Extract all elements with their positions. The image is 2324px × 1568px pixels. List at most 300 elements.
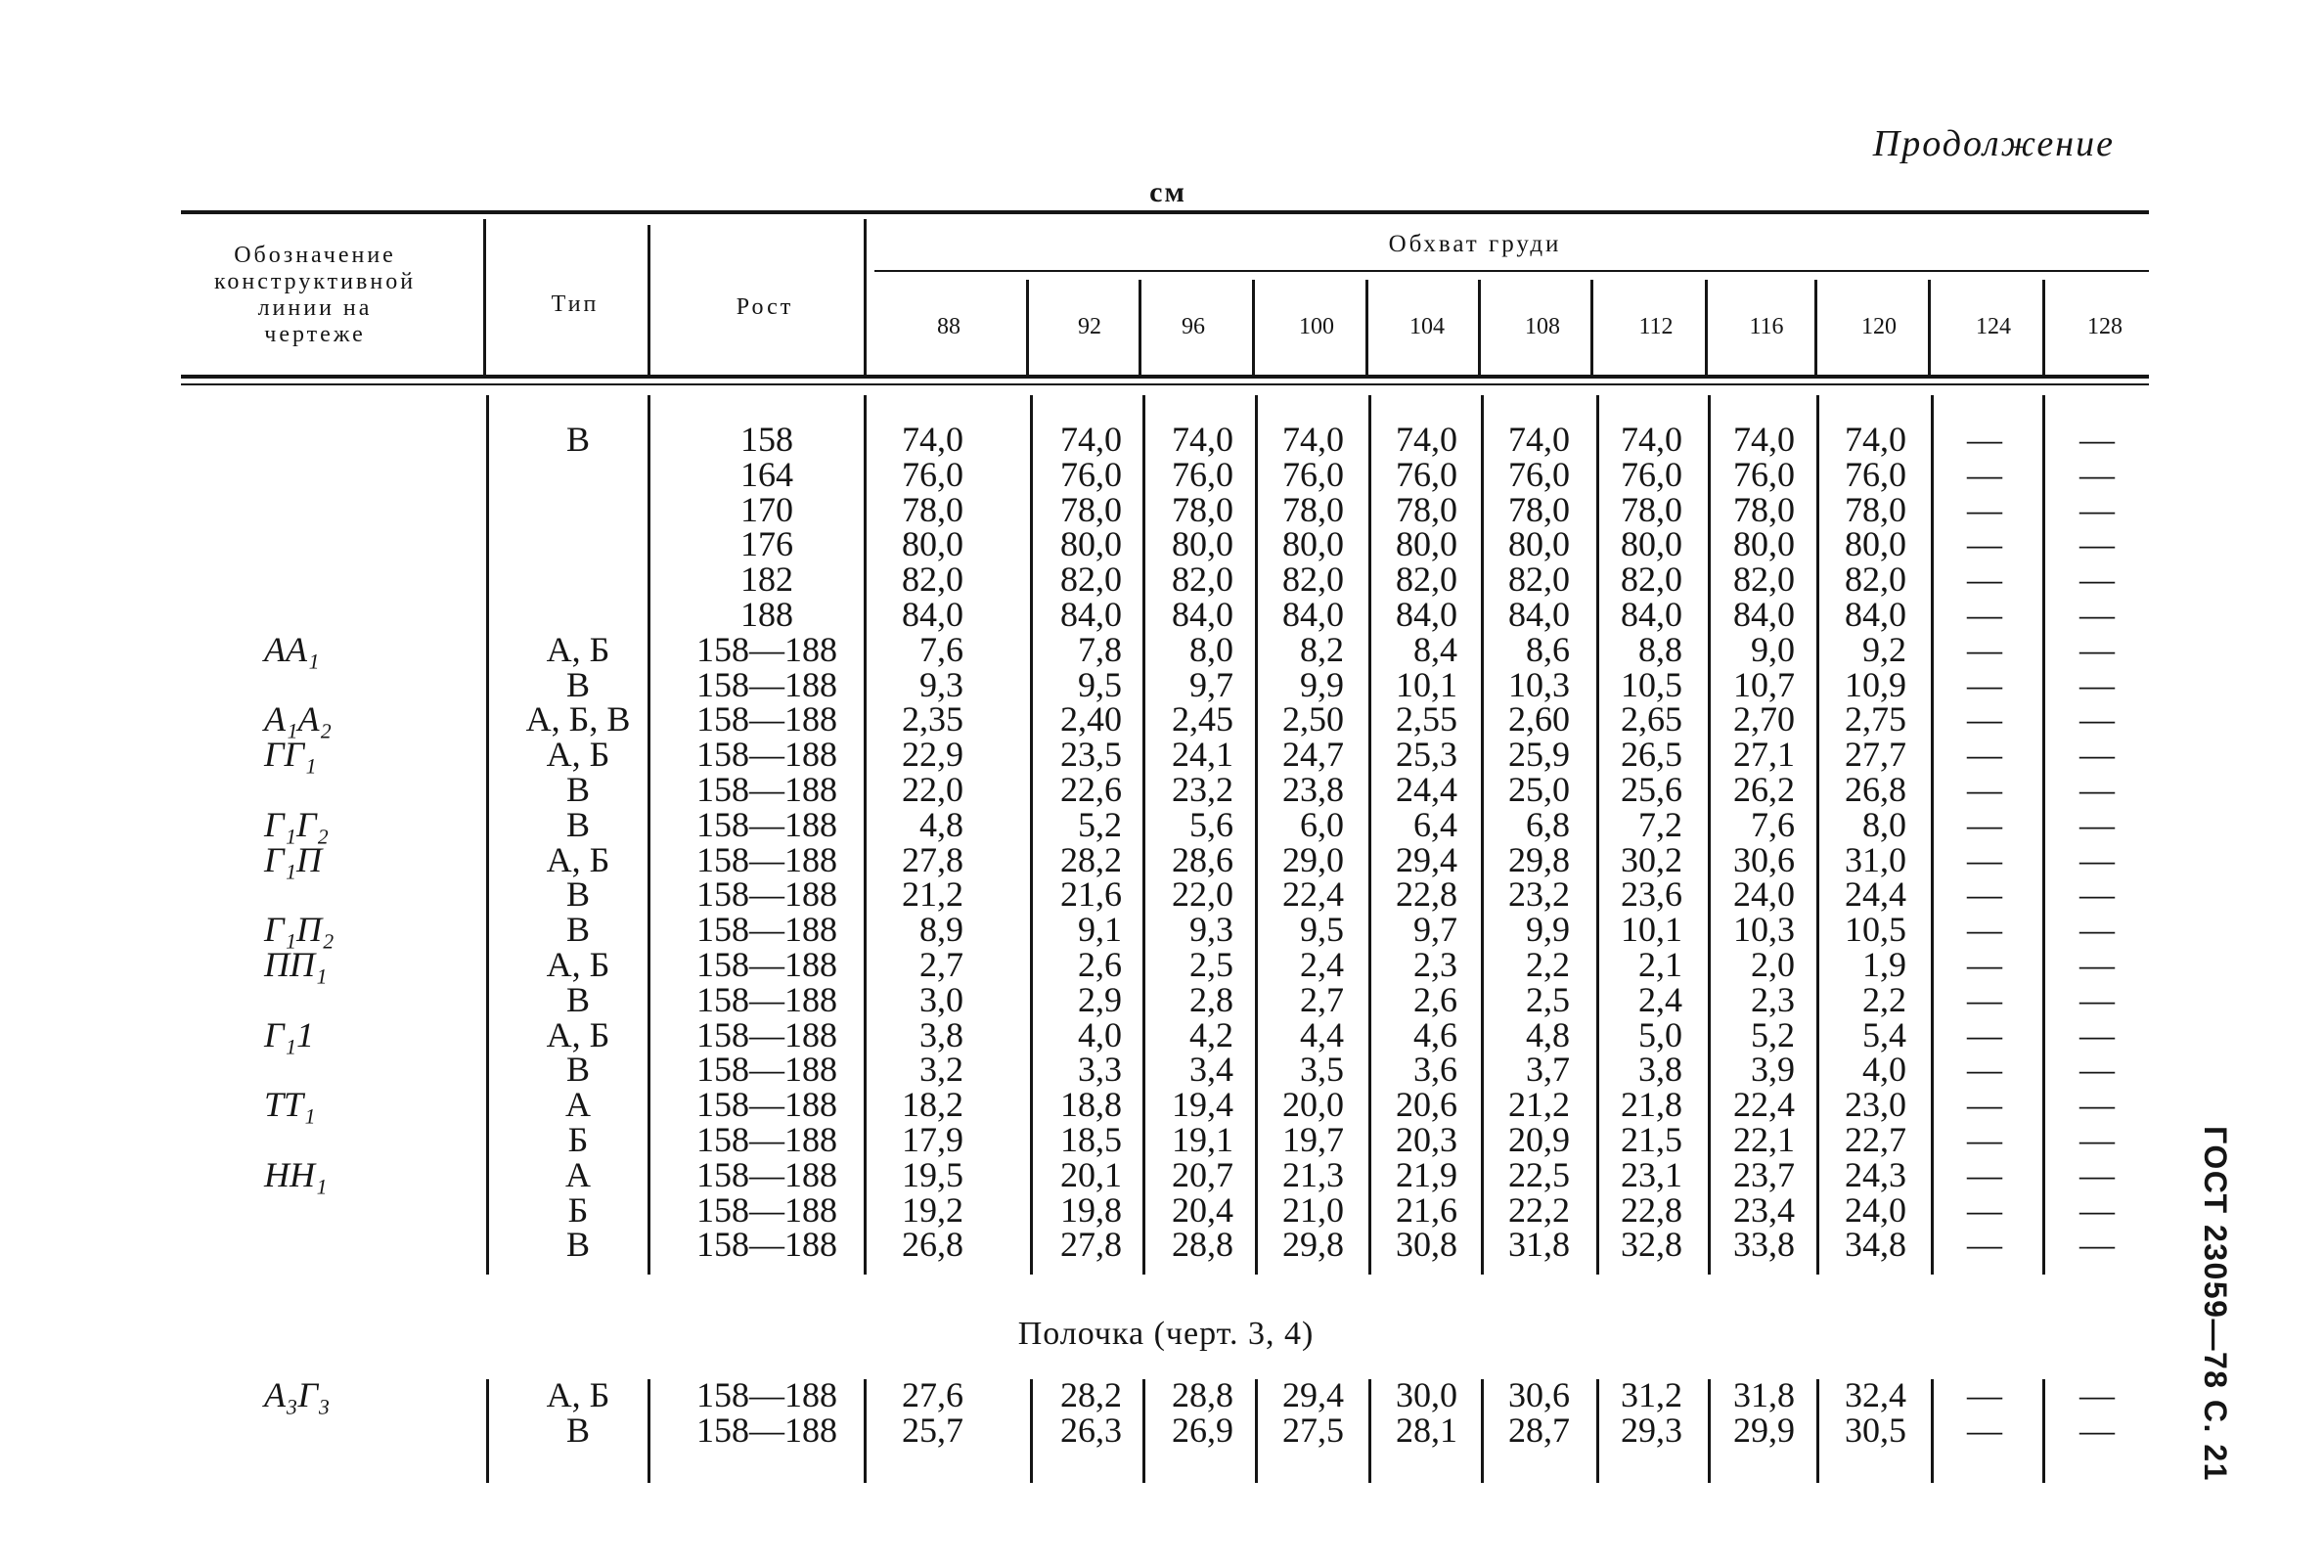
height-cell: 158—188: [696, 629, 837, 669]
height-cell: 158—188: [696, 1225, 837, 1265]
chest-size-116: 116: [1749, 314, 1784, 339]
table-row: [0, 1014, 2324, 1054]
line-designation: ГГ₁: [264, 735, 317, 775]
table-row: [0, 874, 2324, 915]
value-cell-112: 76,0: [1621, 454, 1682, 494]
value-cell-100: 6,0: [1300, 804, 1344, 844]
value-cell-100: 19,7: [1282, 1120, 1344, 1159]
value-cell-100: 29,4: [1282, 1375, 1344, 1414]
header-column-rule: [1928, 280, 1931, 375]
value-cell-108: 22,5: [1508, 1154, 1570, 1194]
value-cell-92: 18,5: [1060, 1120, 1122, 1159]
value-cell-92: 23,5: [1060, 735, 1122, 775]
value-cell-88: 80,0: [902, 524, 963, 564]
value-cell-116: 29,9: [1733, 1411, 1795, 1450]
value-cell-108: 2,5: [1526, 979, 1570, 1019]
value-cell-124: —: [1967, 1050, 2002, 1090]
height-cell: 158—188: [696, 945, 837, 984]
header-column-rule: [1252, 280, 1255, 375]
value-cell-128: —: [2079, 1085, 2115, 1125]
value-cell-104: 21,6: [1396, 1189, 1457, 1230]
designation-header-line: чертеже: [264, 322, 366, 347]
value-cell-116: 3,9: [1751, 1050, 1795, 1090]
height-cell: 158—188: [696, 804, 837, 844]
value-cell-128: —: [2079, 1120, 2115, 1159]
body-column-rule: [1481, 395, 1484, 1275]
body-column-rule: [486, 395, 489, 1275]
value-cell-108: 25,0: [1508, 770, 1570, 809]
value-cell-100: 82,0: [1282, 560, 1344, 600]
value-cell-92: 21,6: [1060, 874, 1122, 915]
value-cell-128: —: [2079, 735, 2115, 775]
height-cell: 158—188: [696, 1189, 837, 1230]
type-cell: А, Б: [546, 629, 610, 669]
chest-size-128: 128: [2087, 314, 2123, 339]
body-column-rule: [1816, 395, 1819, 1275]
header-column-rule: [1814, 280, 1817, 375]
value-cell-112: 26,5: [1621, 735, 1682, 775]
value-cell-120: 26,8: [1845, 770, 1906, 809]
value-cell-112: 25,6: [1621, 770, 1682, 809]
value-cell-112: 3,8: [1638, 1050, 1682, 1090]
value-cell-120: 10,5: [1845, 910, 1906, 950]
header-column-rule: [1705, 280, 1708, 375]
value-cell-96: 76,0: [1172, 454, 1233, 494]
height-cell: 158—188: [696, 1085, 837, 1125]
value-cell-112: 5,0: [1638, 1014, 1682, 1054]
value-cell-88: 27,8: [902, 839, 963, 879]
value-cell-112: 8,8: [1638, 629, 1682, 669]
value-cell-92: 18,8: [1060, 1085, 1122, 1125]
value-cell-92: 9,1: [1078, 910, 1122, 950]
value-cell-124: —: [1967, 1411, 2002, 1450]
side-page-label: ГОСТ 23059—78 С. 21: [2198, 1126, 2233, 1482]
value-cell-124: —: [1967, 910, 2002, 950]
value-cell-112: 74,0: [1621, 420, 1682, 459]
designation-header-line: конструктивной: [213, 269, 417, 294]
value-cell-92: 22,6: [1060, 770, 1122, 809]
value-cell-112: 2,1: [1638, 945, 1682, 984]
value-cell-88: 84,0: [902, 595, 963, 634]
value-cell-108: 2,2: [1526, 945, 1570, 984]
section-column-rule: [1030, 1379, 1033, 1483]
header-column-rule: [648, 225, 650, 375]
value-cell-120: 78,0: [1845, 489, 1906, 529]
type-cell: А, Б: [546, 735, 610, 775]
value-cell-96: 80,0: [1172, 524, 1233, 564]
unit-label: см: [1149, 176, 1186, 208]
value-cell-100: 9,9: [1300, 664, 1344, 704]
value-cell-100: 78,0: [1282, 489, 1344, 529]
line-designation: Г₁П₂: [264, 910, 335, 950]
height-cell: 170: [740, 489, 793, 529]
value-cell-128: —: [2079, 664, 2115, 704]
value-cell-92: 74,0: [1060, 420, 1122, 459]
value-cell-92: 7,8: [1078, 629, 1122, 669]
value-cell-124: —: [1967, 595, 2002, 634]
value-cell-120: 23,0: [1845, 1085, 1906, 1125]
value-cell-104: 10,1: [1396, 664, 1457, 704]
section-column-rule: [1481, 1379, 1484, 1483]
value-cell-88: 19,2: [902, 1189, 963, 1230]
value-cell-112: 31,2: [1621, 1375, 1682, 1414]
value-cell-100: 74,0: [1282, 420, 1344, 459]
value-cell-96: 2,8: [1189, 979, 1233, 1019]
value-cell-96: 78,0: [1172, 489, 1233, 529]
value-cell-108: 8,6: [1526, 629, 1570, 669]
value-cell-120: 74,0: [1845, 420, 1906, 459]
value-cell-100: 2,7: [1300, 979, 1344, 1019]
line-designation: НН₁: [264, 1154, 328, 1194]
line-designation: А₃Г₃: [264, 1375, 331, 1414]
type-cell: А, Б: [546, 1014, 610, 1054]
value-cell-100: 20,0: [1282, 1085, 1344, 1125]
value-cell-96: 28,6: [1172, 839, 1233, 879]
value-cell-92: 20,1: [1060, 1154, 1122, 1194]
table-row: [0, 839, 2324, 879]
value-cell-96: 28,8: [1172, 1375, 1233, 1414]
table-row: [0, 947, 2324, 982]
value-cell-104: 82,0: [1396, 560, 1457, 600]
value-cell-120: 2,2: [1862, 979, 1906, 1019]
value-cell-88: 26,8: [902, 1225, 963, 1265]
table-row: [0, 979, 2324, 1019]
type-cell: Б: [567, 1120, 589, 1159]
value-cell-92: 2,6: [1078, 945, 1122, 984]
value-cell-104: 74,0: [1396, 420, 1457, 459]
value-cell-128: —: [2079, 1050, 2115, 1090]
table-row: [0, 489, 2324, 529]
height-cell: 164: [740, 454, 793, 494]
line-designation: Г₁1: [264, 1014, 314, 1054]
value-cell-116: 24,0: [1733, 874, 1795, 915]
value-cell-92: 82,0: [1060, 560, 1122, 600]
value-cell-92: 78,0: [1060, 489, 1122, 529]
value-cell-96: 9,7: [1189, 664, 1233, 704]
type-cell: А, Б: [546, 839, 610, 879]
value-cell-120: 10,9: [1845, 664, 1906, 704]
height-cell: 158—188: [696, 979, 837, 1019]
value-cell-108: 2,60: [1508, 699, 1570, 739]
section-column-rule: [1255, 1379, 1258, 1483]
value-cell-112: 10,1: [1621, 910, 1682, 950]
value-cell-92: 26,3: [1060, 1411, 1122, 1450]
value-cell-96: 20,4: [1172, 1189, 1233, 1230]
value-cell-120: 24,3: [1845, 1154, 1906, 1194]
section-column-rule: [864, 1379, 867, 1483]
value-cell-128: —: [2079, 945, 2115, 984]
value-cell-112: 78,0: [1621, 489, 1682, 529]
value-cell-112: 30,2: [1621, 839, 1682, 879]
chest-size-92: 92: [1078, 314, 1101, 339]
value-cell-120: 84,0: [1845, 595, 1906, 634]
chest-size-108: 108: [1525, 314, 1560, 339]
value-cell-116: 74,0: [1733, 420, 1795, 459]
value-cell-100: 76,0: [1282, 454, 1344, 494]
chest-size-96: 96: [1182, 314, 1205, 339]
line-designation: Г₁Г₂: [264, 804, 329, 844]
value-cell-88: 76,0: [902, 454, 963, 494]
type-cell: В: [565, 874, 590, 915]
type-cell: В: [565, 979, 590, 1019]
line-designation: АА₁: [264, 629, 320, 669]
value-cell-92: 2,40: [1060, 699, 1122, 739]
value-cell-104: 29,4: [1396, 839, 1457, 879]
line-designation: ТТ₁: [264, 1085, 316, 1125]
value-cell-112: 2,4: [1638, 979, 1682, 1019]
value-cell-116: 10,3: [1733, 910, 1795, 950]
type-cell: В: [565, 1225, 590, 1265]
body-column-rule: [648, 395, 650, 1275]
table-row: [0, 560, 2324, 600]
value-cell-104: 3,6: [1413, 1050, 1457, 1090]
value-cell-116: 80,0: [1733, 524, 1795, 564]
value-cell-120: 27,7: [1845, 735, 1906, 775]
value-cell-96: 22,0: [1172, 874, 1233, 915]
value-cell-112: 2,65: [1621, 699, 1682, 739]
value-cell-96: 74,0: [1172, 420, 1233, 459]
value-cell-112: 23,1: [1621, 1154, 1682, 1194]
value-cell-108: 84,0: [1508, 595, 1570, 634]
height-cell: 158—188: [696, 770, 837, 809]
table-row: [0, 1377, 2324, 1412]
value-cell-120: 2,75: [1845, 699, 1906, 739]
height-cell: 158—188: [696, 1375, 837, 1414]
value-cell-100: 21,3: [1282, 1154, 1344, 1194]
value-cell-128: —: [2079, 489, 2115, 529]
value-cell-124: —: [1967, 804, 2002, 844]
value-cell-120: 31,0: [1845, 839, 1906, 879]
value-cell-128: —: [2079, 454, 2115, 494]
header-column-rule: [1026, 280, 1029, 375]
value-cell-104: 78,0: [1396, 489, 1457, 529]
type-cell: А: [565, 1154, 591, 1194]
type-cell: В: [565, 420, 590, 459]
value-cell-92: 19,8: [1060, 1189, 1122, 1230]
value-cell-120: 8,0: [1862, 804, 1906, 844]
body-column-rule: [1030, 395, 1033, 1275]
height-cell: 158—188: [696, 1154, 837, 1194]
value-cell-116: 27,1: [1733, 735, 1795, 775]
value-cell-100: 3,5: [1300, 1050, 1344, 1090]
value-cell-128: —: [2079, 979, 2115, 1019]
value-cell-120: 32,4: [1845, 1375, 1906, 1414]
value-cell-104: 2,3: [1413, 945, 1457, 984]
value-cell-96: 84,0: [1172, 595, 1233, 634]
value-cell-128: —: [2079, 874, 2115, 915]
value-cell-100: 2,4: [1300, 945, 1344, 984]
value-cell-128: —: [2079, 839, 2115, 879]
value-cell-120: 4,0: [1862, 1050, 1906, 1090]
line-designation: ПП₁: [264, 945, 328, 984]
value-cell-104: 4,6: [1413, 1014, 1457, 1054]
value-cell-116: 7,6: [1751, 804, 1795, 844]
section-column-rule: [1931, 1379, 1934, 1483]
value-cell-124: —: [1967, 454, 2002, 494]
value-cell-124: —: [1967, 1154, 2002, 1194]
value-cell-124: —: [1967, 1189, 2002, 1230]
type-cell: Б: [567, 1189, 589, 1230]
value-cell-96: 4,2: [1189, 1014, 1233, 1054]
value-cell-120: 9,2: [1862, 629, 1906, 669]
header-column-rule: [1365, 280, 1368, 375]
value-cell-108: 22,2: [1508, 1189, 1570, 1230]
height-cell: 158—188: [696, 735, 837, 775]
height-cell: 158—188: [696, 699, 837, 739]
value-cell-128: —: [2079, 524, 2115, 564]
value-cell-104: 84,0: [1396, 595, 1457, 634]
value-cell-96: 24,1: [1172, 735, 1233, 775]
value-cell-124: —: [1967, 770, 2002, 809]
value-cell-108: 78,0: [1508, 489, 1570, 529]
table-row: [0, 910, 2324, 950]
value-cell-92: 3,3: [1078, 1050, 1122, 1090]
value-cell-108: 76,0: [1508, 454, 1570, 494]
value-cell-100: 24,7: [1282, 735, 1344, 775]
value-cell-116: 84,0: [1733, 595, 1795, 634]
value-cell-92: 27,8: [1060, 1225, 1122, 1265]
value-cell-128: —: [2079, 1375, 2115, 1414]
value-cell-120: 5,4: [1862, 1014, 1906, 1054]
type-cell: В: [565, 664, 590, 704]
value-cell-112: 21,5: [1621, 1120, 1682, 1159]
value-cell-92: 80,0: [1060, 524, 1122, 564]
value-cell-120: 80,0: [1845, 524, 1906, 564]
value-cell-124: —: [1967, 1120, 2002, 1159]
section-column-rule: [2042, 1379, 2045, 1483]
value-cell-124: —: [1967, 839, 2002, 879]
value-cell-116: 23,7: [1733, 1154, 1795, 1194]
table-row: [0, 1412, 2324, 1448]
header-bottom-rule-thin: [181, 383, 2149, 385]
value-cell-124: —: [1967, 945, 2002, 984]
value-cell-120: 34,8: [1845, 1225, 1906, 1265]
table-row: [0, 422, 2324, 457]
value-cell-128: —: [2079, 1225, 2115, 1265]
value-cell-112: 10,5: [1621, 664, 1682, 704]
value-cell-124: —: [1967, 1225, 2002, 1265]
value-cell-100: 27,5: [1282, 1411, 1344, 1450]
value-cell-104: 21,9: [1396, 1154, 1457, 1194]
body-column-rule: [1596, 395, 1599, 1275]
value-cell-108: 28,7: [1508, 1411, 1570, 1450]
table-row: [0, 1050, 2324, 1090]
value-cell-96: 26,9: [1172, 1411, 1233, 1450]
line-designation: Г₁П: [264, 839, 322, 879]
value-cell-96: 8,0: [1189, 629, 1233, 669]
value-cell-100: 22,4: [1282, 874, 1344, 915]
type-cell: А: [565, 1085, 591, 1125]
value-cell-100: 80,0: [1282, 524, 1344, 564]
table-row: [0, 772, 2324, 807]
table-row: [0, 597, 2324, 632]
value-cell-88: 2,7: [919, 945, 963, 984]
value-cell-104: 28,1: [1396, 1411, 1457, 1450]
table-row: [0, 701, 2324, 737]
height-cell: 158—188: [696, 910, 837, 950]
value-cell-96: 28,8: [1172, 1225, 1233, 1265]
height-cell: 158—188: [696, 1014, 837, 1054]
table-row: [0, 454, 2324, 494]
value-cell-88: 9,3: [919, 664, 963, 704]
continuation-label: Продолжение: [1872, 123, 2115, 164]
value-cell-96: 82,0: [1172, 560, 1233, 600]
value-cell-104: 25,3: [1396, 735, 1457, 775]
body-column-rule: [1142, 395, 1145, 1275]
table-top-rule: [181, 210, 2149, 214]
value-cell-124: —: [1967, 874, 2002, 915]
value-cell-124: —: [1967, 1375, 2002, 1414]
chest-size-104: 104: [1409, 314, 1445, 339]
table-row: [0, 1085, 2324, 1125]
value-cell-104: 2,55: [1396, 699, 1457, 739]
type-cell: А, Б: [546, 1375, 610, 1414]
value-cell-100: 4,4: [1300, 1014, 1344, 1054]
value-cell-100: 2,50: [1282, 699, 1344, 739]
type-cell: В: [565, 1050, 590, 1090]
value-cell-96: 23,2: [1172, 770, 1233, 809]
line-designation: А₁А₂: [264, 699, 333, 739]
value-cell-124: —: [1967, 664, 2002, 704]
value-cell-116: 10,7: [1733, 664, 1795, 704]
value-cell-120: 1,9: [1862, 945, 1906, 984]
type-cell: В: [565, 910, 590, 950]
value-cell-100: 29,8: [1282, 1225, 1344, 1265]
value-cell-116: 76,0: [1733, 454, 1795, 494]
value-cell-88: 3,8: [919, 1014, 963, 1054]
value-cell-108: 25,9: [1508, 735, 1570, 775]
value-cell-92: 2,9: [1078, 979, 1122, 1019]
value-cell-92: 28,2: [1060, 839, 1122, 879]
value-cell-92: 4,0: [1078, 1014, 1122, 1054]
height-cell: 158—188: [696, 839, 837, 879]
value-cell-108: 29,8: [1508, 839, 1570, 879]
value-cell-100: 9,5: [1300, 910, 1344, 950]
value-cell-100: 84,0: [1282, 595, 1344, 634]
section-column-rule: [1142, 1379, 1145, 1483]
value-cell-116: 33,8: [1733, 1225, 1795, 1265]
value-cell-128: —: [2079, 699, 2115, 739]
value-cell-108: 80,0: [1508, 524, 1570, 564]
body-column-rule: [2042, 395, 2045, 1275]
value-cell-128: —: [2079, 1154, 2115, 1194]
type-cell: В: [565, 804, 590, 844]
table-row: [0, 1122, 2324, 1157]
value-cell-116: 82,0: [1733, 560, 1795, 600]
value-cell-108: 74,0: [1508, 420, 1570, 459]
body-column-rule: [1368, 395, 1371, 1275]
value-cell-112: 22,8: [1621, 1189, 1682, 1230]
value-cell-88: 17,9: [902, 1120, 963, 1159]
value-cell-116: 2,3: [1751, 979, 1795, 1019]
value-cell-112: 7,2: [1638, 804, 1682, 844]
value-cell-120: 24,4: [1845, 874, 1906, 915]
table-row: [0, 804, 2324, 844]
value-cell-100: 23,8: [1282, 770, 1344, 809]
value-cell-88: 2,35: [902, 699, 963, 739]
type-cell: А, Б: [546, 945, 610, 984]
value-cell-124: —: [1967, 1014, 2002, 1054]
section-column-rule: [1368, 1379, 1371, 1483]
value-cell-112: 80,0: [1621, 524, 1682, 564]
value-cell-100: 21,0: [1282, 1189, 1344, 1230]
chest-size-112: 112: [1638, 314, 1674, 339]
chest-header-rule: [874, 270, 2149, 272]
value-cell-88: 27,6: [902, 1375, 963, 1414]
value-cell-104: 76,0: [1396, 454, 1457, 494]
value-cell-96: 2,5: [1189, 945, 1233, 984]
value-cell-108: 82,0: [1508, 560, 1570, 600]
